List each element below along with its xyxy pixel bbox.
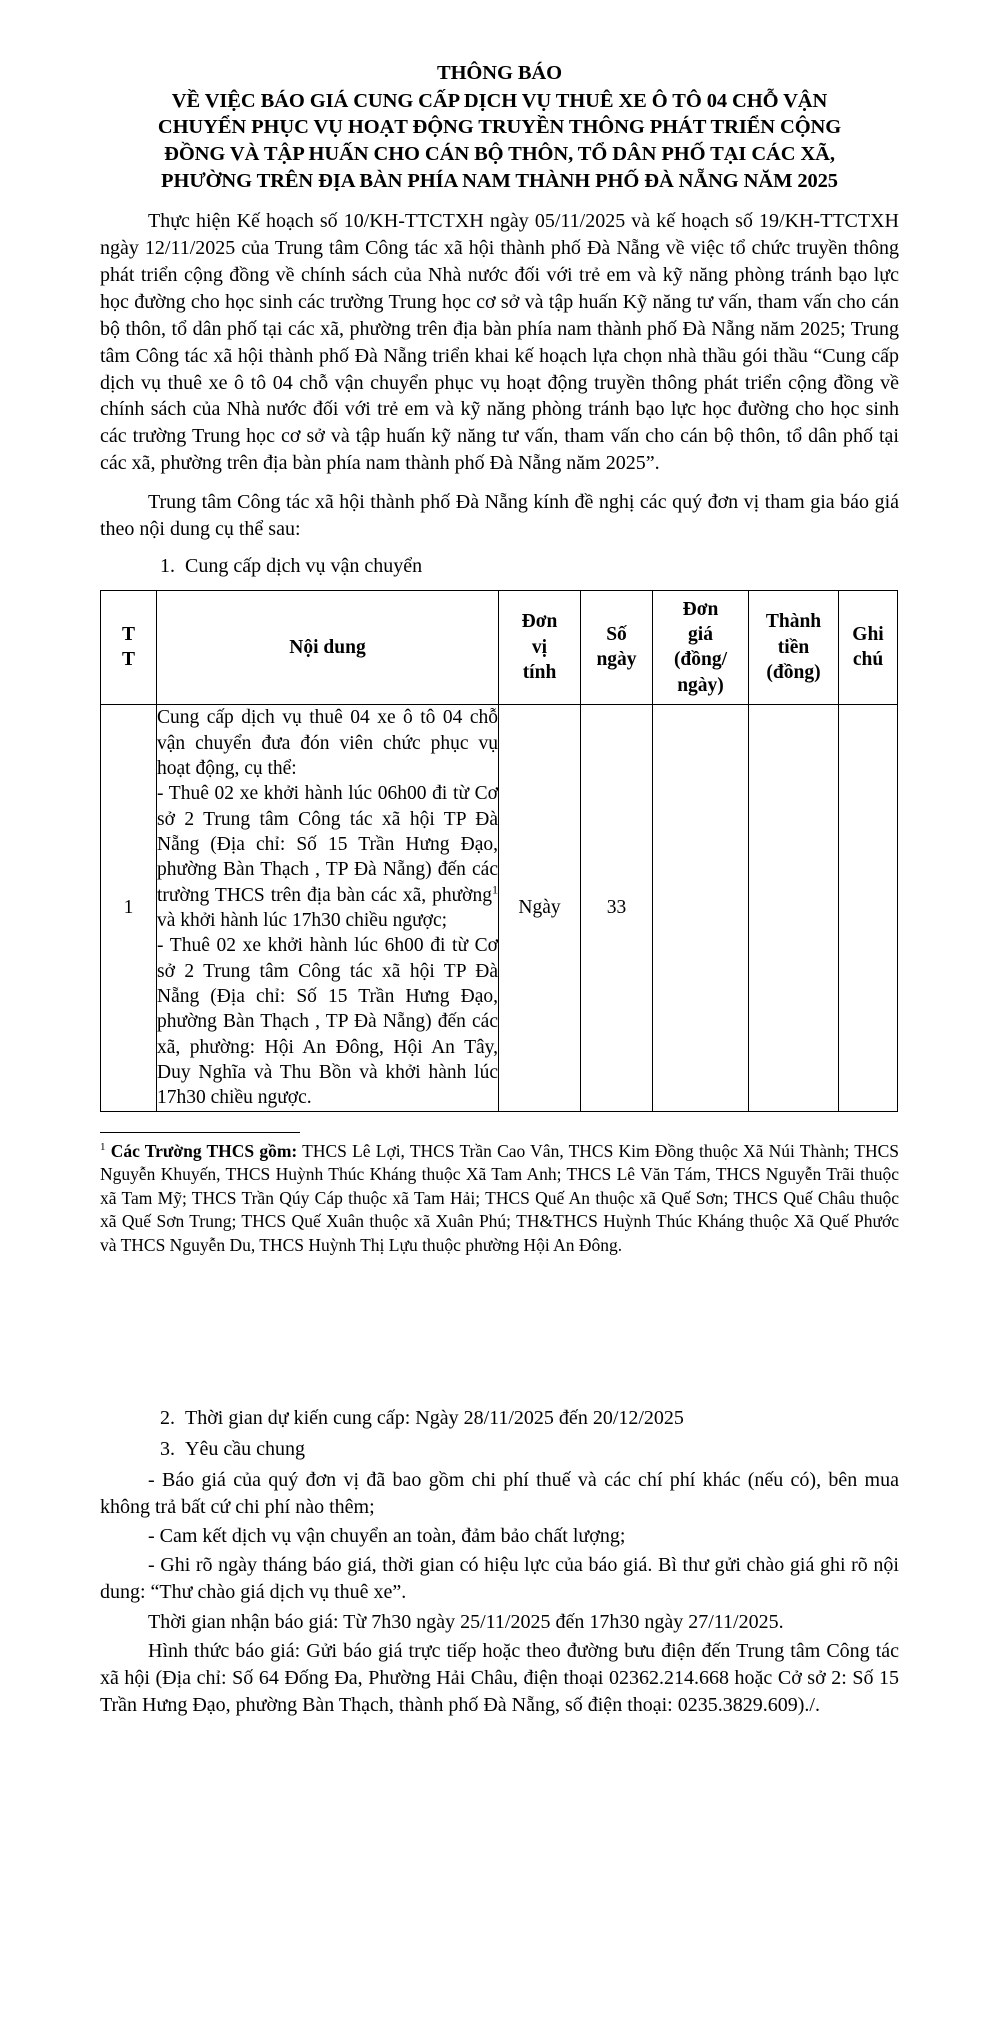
title-line-3: ĐỒNG VÀ TẬP HUẤN CHO CÁN BỘ THÔN, TỔ DÂN PHỐ TẠI CÁC XÃ, [164, 142, 835, 165]
header-don-gia [653, 590, 749, 704]
header-dvt-line2: vị [531, 636, 548, 658]
cell-noi-dung-p2 [157, 781, 498, 933]
cell-ghi-chu[interactable] [839, 705, 898, 1112]
footnote-divider [100, 1132, 300, 1133]
header-dongia-line3: (đồng/ [673, 649, 728, 671]
header-dongia-line2: giá [688, 624, 713, 646]
footnote-label: Các Trường THCS gồm: [110, 1140, 298, 1161]
request-paragraph: Trung tâm Công tác xã hội thành phố Đà Nẵng kính đề nghị các quý đơn vị tham gia báo giá theo nội dung cụ thể sau: [100, 491, 899, 540]
section-1-label: Cung cấp dịch vụ vận chuyển [185, 554, 423, 577]
tail-section [100, 1405, 899, 1719]
cell-noi-dung-p2-post: và khởi hành lúc 17h30 chiều ngược; [157, 909, 448, 931]
table-header-row [101, 590, 898, 704]
footnote-section [100, 1132, 899, 1258]
header-ghichu-line2: chú [852, 649, 884, 671]
footnote-text [100, 1140, 899, 1258]
cell-so-ngay: 33 [581, 705, 653, 1112]
header-ghichu-line1: Ghi [852, 624, 884, 646]
cell-tt: 1 [101, 705, 157, 1112]
section-2-label: Thời gian dự kiến cung cấp: Ngày 28/11/2025 đến 20/12/2025 [185, 1407, 684, 1430]
title-line-1: VỀ VIỆC BÁO GIÁ CUNG CẤP DỊCH VỤ THUÊ XE Ô TÔ 04 CHỖ VẬN [171, 89, 828, 112]
submission-paragraph: Hình thức báo giá: Gửi báo giá trực tiếp hoặc theo đường bưu điện đến Trung tâm Công tác xã hội (Địa chỉ: Số 64 Đống Đa, Phường Hải Châu, điện thoại 02362.214.668 hoặc Cở sở 2: Số 15 Trần Hưng Đạo, phường Bàn Thạch, thành phố Đà Nẵng, số điện thoại: 0235.3829.609)./. [100, 1640, 899, 1717]
requirement-2: - Cam kết dịch vụ vận chuyển an toàn, đảm bảo chất lượng; [148, 1524, 626, 1547]
cell-noi-dung-p1: Cung cấp dịch vụ thuê 04 xe ô tô 04 chỗ vận chuyển đưa đón viên chức phục vụ hoạt động, cụ thể: [157, 707, 498, 779]
header-dongia-line1: Đơn [682, 598, 719, 620]
header-so-ngay [581, 590, 653, 704]
header-tt-line2: T [121, 649, 135, 671]
document-title-block [100, 60, 899, 194]
section-3-number: 3. [160, 1438, 175, 1461]
header-don-vi-tinh [499, 590, 581, 704]
header-dongia-line4: ngày) [677, 674, 724, 696]
section-2-heading [100, 1405, 899, 1432]
deadline-paragraph: Thời gian nhận báo giá: Từ 7h30 ngày 25/11/2025 đến 17h30 ngày 27/11/2025. [148, 1610, 784, 1633]
cell-noi-dung-p2-pre: - Thuê 02 xe khởi hành lúc 06h00 đi từ Cơ sở 2 Trung tâm Công tác xã hội TP Đà Nẵng (Địa chỉ: Số 15 Trần Hưng Đạo, phường Bàn Thạch , TP Đà Nẵng) đến các trường THCS trên địa bàn các xã, phường [157, 783, 498, 906]
header-tt-line1: T [121, 624, 135, 646]
quotation-table [100, 590, 898, 1112]
section-3-label: Yêu cầu chung [185, 1438, 305, 1461]
table-row [101, 705, 898, 1112]
section-2-number: 2. [160, 1407, 175, 1430]
cell-don-vi-tinh: Ngày [499, 705, 581, 1112]
footnote-marker: 1 [100, 1140, 106, 1153]
section-3-heading [100, 1436, 899, 1463]
header-dvt-line3: tính [522, 662, 557, 684]
header-thanhtien-line2: tiền [777, 636, 810, 658]
requirement-1: - Báo giá của quý đơn vị đã bao gồm chi phí thuế và các chí phí khác (nếu có), bên mua không trả bất cứ chi phí nào thêm; [100, 1469, 899, 1518]
header-thanhtien-line1: Thành [765, 611, 822, 633]
requirement-3: - Ghi rõ ngày tháng báo giá, thời gian có hiệu lực của báo giá. Bì thư gửi chào giá ghi rõ nội dung: “Thư chào giá dịch vụ thuê xe”. [100, 1553, 899, 1603]
header-noi-dung: Nội dung [157, 590, 499, 704]
cell-thanh-tien[interactable] [749, 705, 839, 1112]
header-dvt-line1: Đơn [521, 611, 558, 633]
title-line-4: PHƯỜNG TRÊN ĐỊA BÀN PHÍA NAM THÀNH PHỐ ĐÀ NẴNG NĂM 2025 [161, 169, 838, 192]
footnote-body: THCS Lê Lợi, THCS Trần Cao Vân, THCS Kim Đồng thuộc Xã Núi Thành; THCS Nguyễn Khuyến, THCS Huỳnh Thúc Kháng thuộc Xã Tam Anh; THCS Lê Văn Tám, THCS Nguyễn Trãi thuộc xã Tam Mỹ; THCS Trần Qúy Cáp thuộc xã Tam Hải; THCS Quế An thuộc xã Quế Sơn; THCS Quế Châu thuộc xã Quế Sơn Trung; THCS Quế Xuân thuộc xã Xuân Phú; TH&THCS Huỳnh Thúc Kháng thuộc Xã Quế Phước và THCS Nguyễn Du, THCS Huỳnh Thị Lựu thuộc phường Hội An Đông. [100, 1140, 899, 1255]
title-line-2: CHUYỂN PHỤC VỤ HOẠT ĐỘNG TRUYỀN THÔNG PHÁT TRIỂN CỘNG [157, 116, 842, 139]
footnote-ref-icon: 1 [492, 882, 498, 897]
document-subtitle [100, 88, 899, 195]
header-thanhtien-line3: (đồng) [766, 662, 821, 684]
intro-paragraph: Thực hiện Kế hoạch số 10/KH-TTCTXH ngày 05/11/2025 và kế hoạch số 19/KH-TTCTXH ngày 12/11/2025 của Trung tâm Công tác xã hội thành phố Đà Nẵng về việc tổ chức truyền thông phát triển cộng đồng về chính sách của Nhà nước đối với trẻ em và kỹ năng phòng tránh bạo lực học đường cho học sinh các trường Trung học cơ sở và tập huấn Kỹ năng tư vấn, tham vấn cho cán bộ thôn, tổ dân phố tại các xã, phường trên địa bàn phía nam thành phố Đà Nẵng năm 2025; Trung tâm Công tác xã hội thành phố Đà Nẵng triển khai kế hoạch lựa chọn nhà thầu gói thầu “Cung cấp dịch vụ thuê xe ô tô 04 chỗ vận chuyển phục vụ hoạt động truyền thông phát triển cộng đồng về chính sách của Nhà nước đối với trẻ em và kỹ năng phòng tránh bạo lực học đường cho học sinh các trường Trung học cơ sở và tập huấn kỹ năng tư vấn, tham vấn cho cán bộ thôn, tổ dân phố tại các xã, phường trên địa bàn phía nam thành phố Đà Nẵng năm 2025”. [100, 210, 899, 475]
header-tt [101, 590, 157, 704]
cell-noi-dung-p3: - Thuê 02 xe khởi hành lúc 6h00 đi từ Cơ sở 2 Trung tâm Công tác xã hội TP Đà Nẵng (Địa chỉ: Số 15 Trần Hưng Đạo, phường Bàn Thạch , TP Đà Nẵng) đến các xã, phường: Hội An Đông, Hội An Tây, Duy Nghĩa và Thu Bồn và khởi hành lúc 17h30 chiều ngược. [157, 935, 498, 1109]
section-1-number: 1. [160, 554, 175, 577]
header-songay-line2: ngày [596, 649, 637, 671]
section-1-heading [100, 553, 899, 580]
header-thanh-tien [749, 590, 839, 704]
header-songay-line1: Số [606, 624, 627, 646]
cell-don-gia[interactable] [653, 705, 749, 1112]
cell-noi-dung [157, 705, 499, 1112]
header-ghi-chu [839, 590, 898, 704]
page-title: THÔNG BÁO [437, 62, 562, 84]
